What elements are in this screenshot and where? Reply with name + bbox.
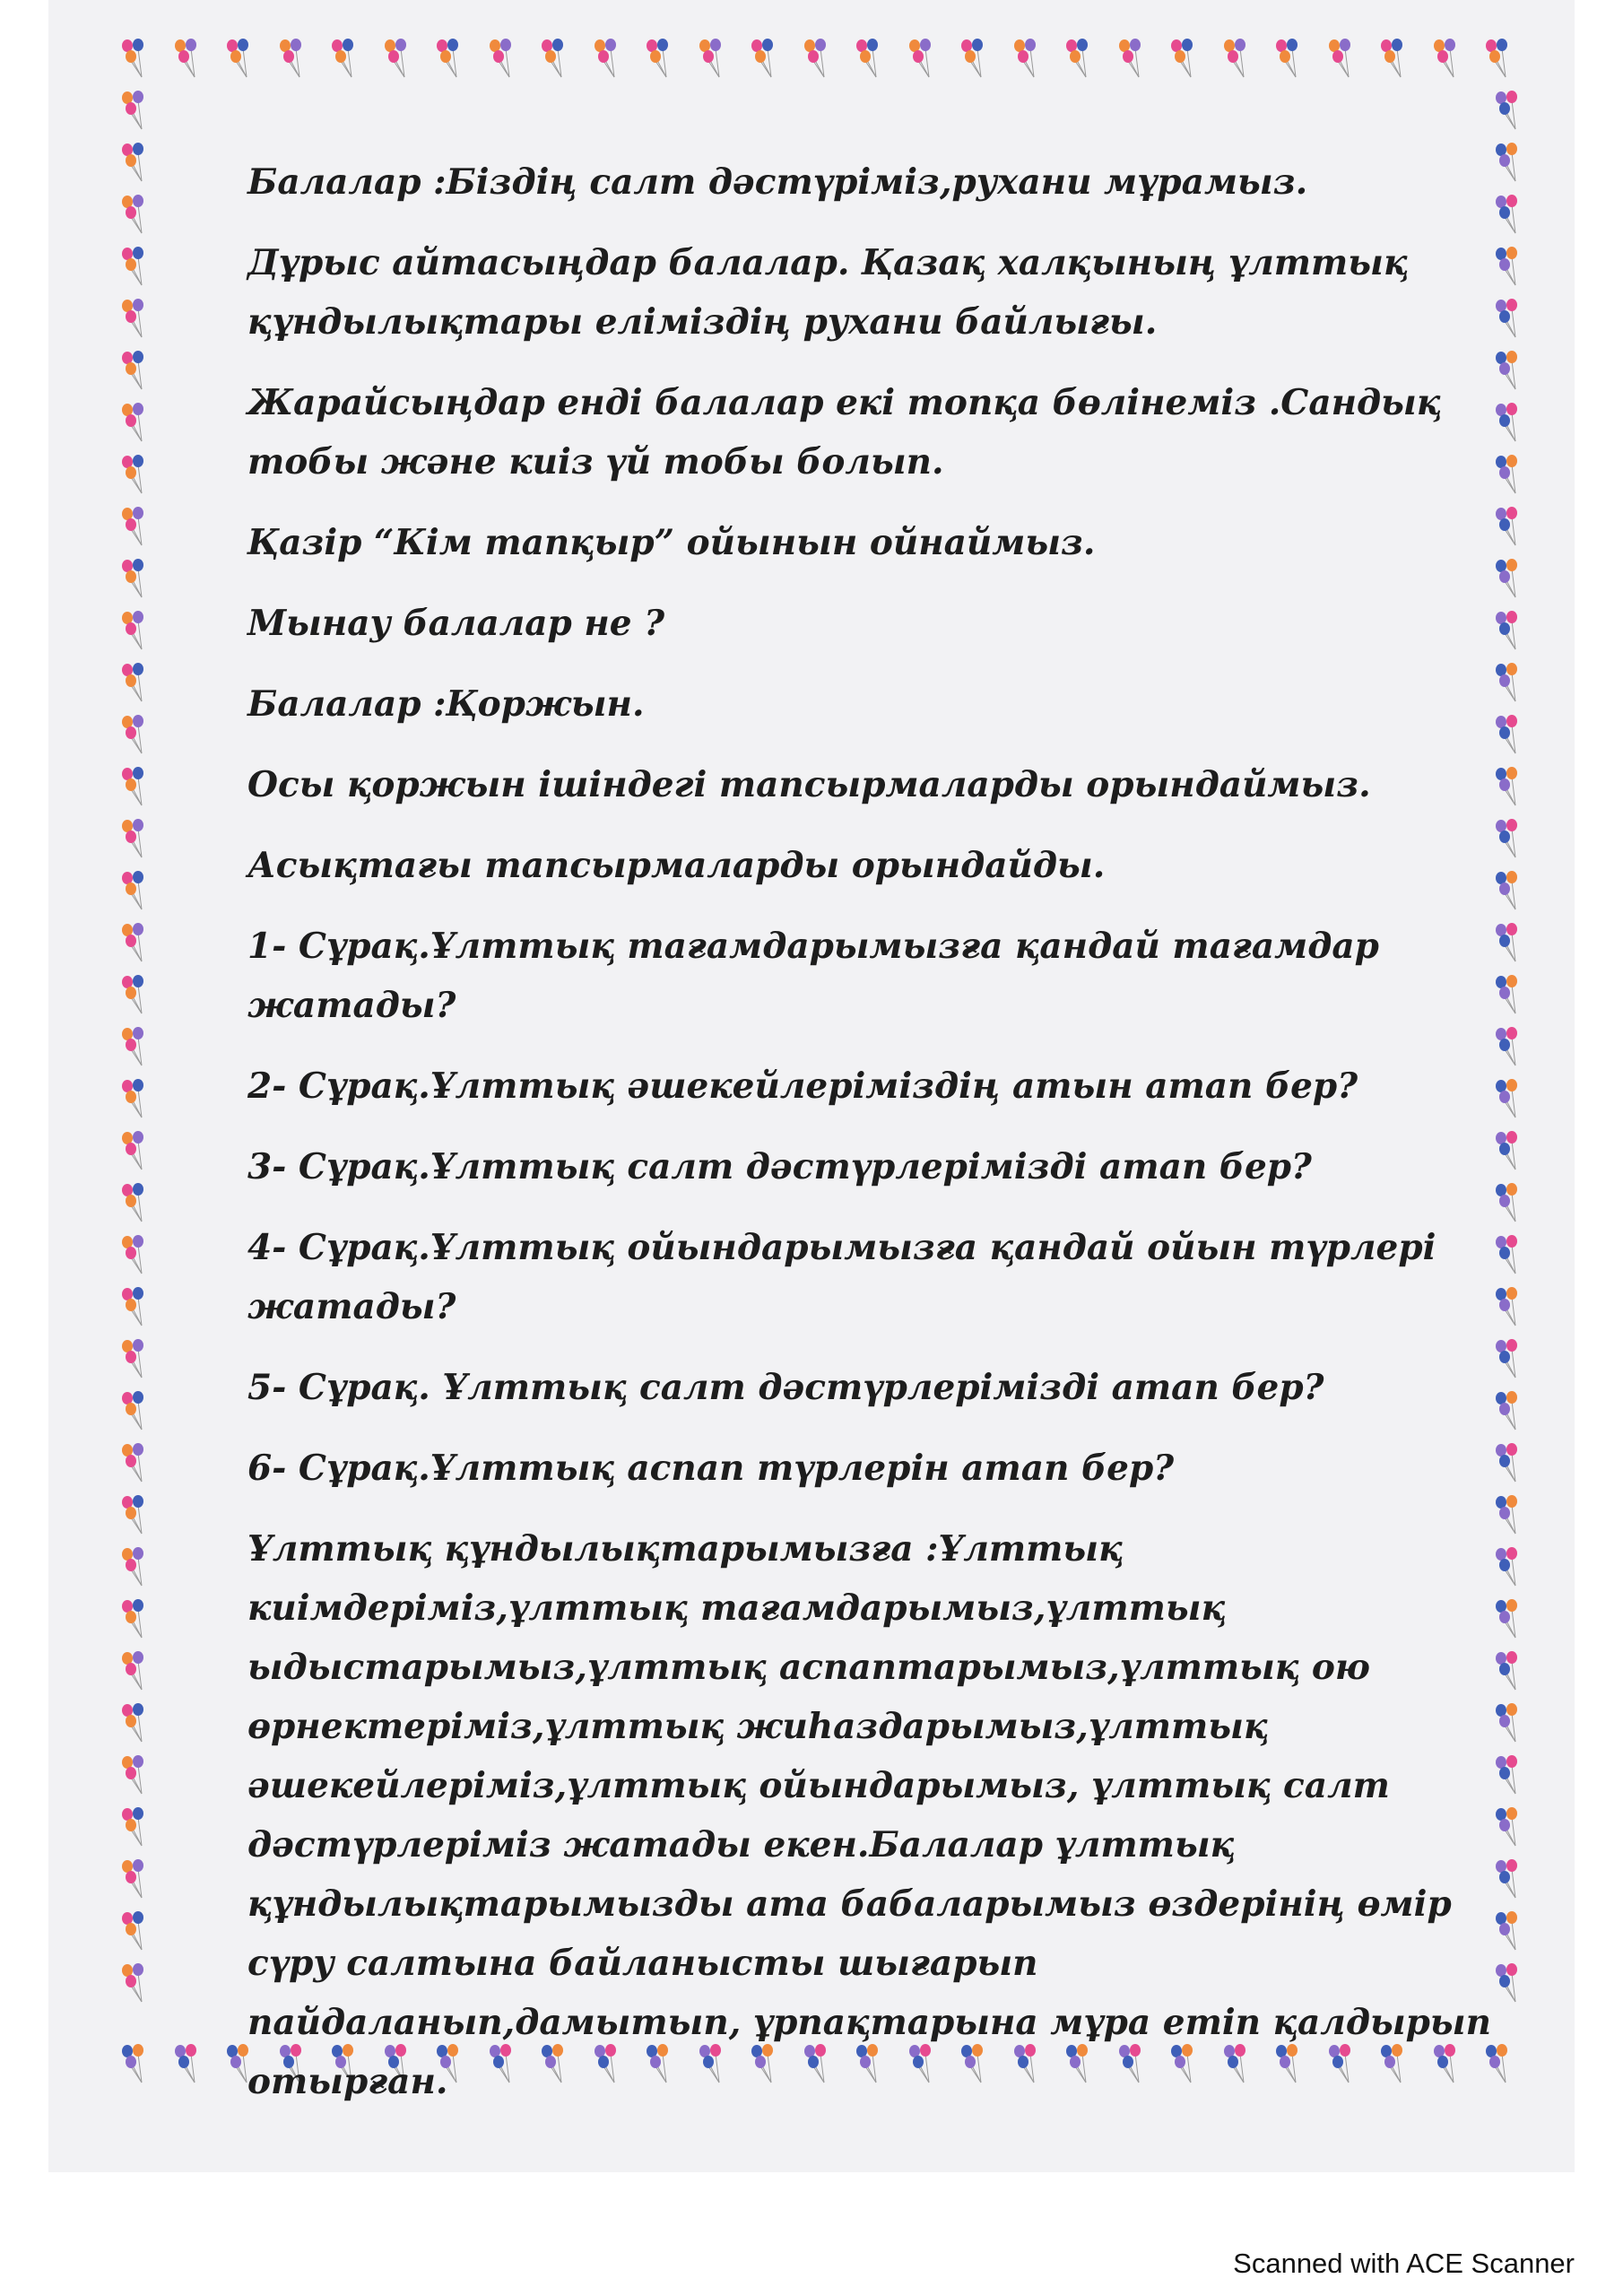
- balloons-icon: [120, 766, 151, 807]
- balloons-icon: [120, 38, 151, 79]
- balloons-icon: [120, 90, 151, 131]
- balloons-icon: [120, 1130, 151, 1171]
- paragraph-8: Асықтағы тапсырмаларды орындайды.: [247, 845, 1106, 886]
- balloons-icon: [120, 142, 151, 183]
- balloons-icon: [120, 870, 151, 911]
- balloons-icon: [120, 974, 151, 1015]
- balloons-icon: [120, 1390, 151, 1431]
- balloons-icon: [120, 1962, 151, 2004]
- balloons-icon: [120, 1546, 151, 1587]
- balloons-icon: [120, 402, 151, 443]
- paragraph-7: Осы қоржын ішіндегі тапсырмаларды орындаймыз.: [247, 764, 1371, 805]
- balloons-icon: [120, 714, 151, 755]
- balloons-icon: [120, 1234, 151, 1275]
- balloons-icon: [1012, 38, 1043, 79]
- balloons-icon: [1494, 90, 1524, 131]
- balloons-icon: [1064, 38, 1095, 79]
- paragraph-2: Дұрыс айтасыңдар балалар. Қазақ халқының ұлттық құндылықтары еліміздің рухани байлығы.: [247, 242, 1409, 343]
- balloons-icon: [120, 818, 151, 859]
- balloons-icon: [120, 298, 151, 339]
- balloons-icon: [173, 2043, 204, 2084]
- balloons-icon: [330, 38, 360, 79]
- paragraph-6: Балалар :Қоржын.: [247, 683, 645, 725]
- balloons-icon: [120, 1754, 151, 1796]
- balloons-icon: [1222, 38, 1253, 79]
- balloons-icon: [1484, 38, 1515, 79]
- paragraph-5: Мынау балалар не ?: [247, 603, 665, 644]
- paragraph-4: Қазір “Кім тапқыр” ойынын ойнаймыз.: [247, 522, 1096, 563]
- scanner-watermark: Scanned with ACE Scanner: [1233, 2248, 1575, 2279]
- scanned-page: [48, 0, 1575, 2172]
- balloons-icon: [120, 1858, 151, 1900]
- balloons-icon: [278, 38, 308, 79]
- balloons-icon: [225, 38, 256, 79]
- balloons-icon: [1327, 38, 1358, 79]
- balloons-icon: [1379, 38, 1410, 79]
- document-body: [247, 152, 1521, 2133]
- balloons-icon: [645, 38, 675, 79]
- balloons-icon: [120, 506, 151, 547]
- balloons-icon: [120, 1182, 151, 1223]
- balloons-icon: [1169, 38, 1200, 79]
- question-1: 1- Сұрақ.Ұлттық тағамдарымызға қандай тағамдар жатады?: [247, 926, 1379, 1026]
- balloons-icon: [120, 2043, 151, 2084]
- balloons-icon: [855, 38, 885, 79]
- balloons-icon: [120, 1702, 151, 1744]
- balloons-icon: [120, 1026, 151, 1067]
- balloons-icon: [435, 38, 465, 79]
- balloons-icon: [959, 38, 990, 79]
- balloons-icon: [120, 1286, 151, 1327]
- balloons-icon: [1274, 38, 1305, 79]
- balloons-icon: [120, 1598, 151, 1639]
- balloons-icon: [120, 922, 151, 963]
- balloons-icon: [173, 38, 204, 79]
- balloons-icon: [750, 38, 780, 79]
- balloons-icon: [120, 350, 151, 391]
- paragraph-3: Жарайсыңдар енді балалар екі топқа бөлінеміз .Сандық тобы және киіз үй тобы болып.: [247, 382, 1442, 483]
- balloons-icon: [803, 38, 833, 79]
- question-5: 5- Сұрақ. Ұлттық салт дәстүрлерімізді атап бер?: [247, 1367, 1324, 1408]
- balloons-icon: [120, 1494, 151, 1535]
- balloons-icon: [488, 38, 518, 79]
- balloons-icon: [120, 1806, 151, 1848]
- balloons-icon: [120, 1650, 151, 1692]
- balloons-icon: [540, 38, 570, 79]
- summary-paragraph: Ұлттық құндылықтарымызға :Ұлттық киімдеріміз,ұлттық тағамдарымыз,ұлттық ыдыстарымыз,ұлттық аспаптарымыз,ұлттық ою өрнектеріміз,ұлттық жиһаздарымыз,ұлттық әшекейлеріміз,ұлттық ойындарымыз, ұлттық салт дәстүрлеріміз жатады екен.Балалар ұлттық құндылықтарымызды ата бабаларымыз өздерінің өмір сүру салтына байланысты шығарып пайдаланып,дамытып, ұрпақтарына мұра етіп қалдырып отырған.: [247, 1528, 1491, 2102]
- balloons-icon: [120, 1338, 151, 1379]
- balloons-icon: [120, 1442, 151, 1483]
- paragraph-1: Балалар :Біздің салт дәстүріміз,рухани мұрамыз.: [247, 161, 1308, 203]
- balloons-icon: [383, 38, 413, 79]
- question-3: 3- Сұрақ.Ұлттық салт дәстүрлерімізді атап бер?: [247, 1146, 1312, 1187]
- balloons-icon: [120, 1910, 151, 1952]
- balloons-icon: [120, 558, 151, 599]
- balloons-icon: [120, 194, 151, 235]
- balloons-icon: [120, 610, 151, 651]
- balloons-icon: [593, 38, 623, 79]
- question-4: 4- Сұрақ.Ұлттық ойындарымызға қандай ойын түрлері жатады?: [247, 1227, 1436, 1327]
- balloons-icon: [120, 454, 151, 495]
- question-2: 2- Сұрақ.Ұлттық әшекейлеріміздің атын атап бер?: [247, 1065, 1358, 1107]
- balloons-icon: [1432, 38, 1462, 79]
- balloons-icon: [120, 662, 151, 703]
- balloons-icon: [698, 38, 728, 79]
- balloons-icon: [907, 38, 938, 79]
- balloons-icon: [1117, 38, 1148, 79]
- balloons-icon: [120, 246, 151, 287]
- question-6: 6- Сұрақ.Ұлттық аспап түрлерін атап бер?: [247, 1448, 1175, 1489]
- balloons-icon: [120, 1078, 151, 1119]
